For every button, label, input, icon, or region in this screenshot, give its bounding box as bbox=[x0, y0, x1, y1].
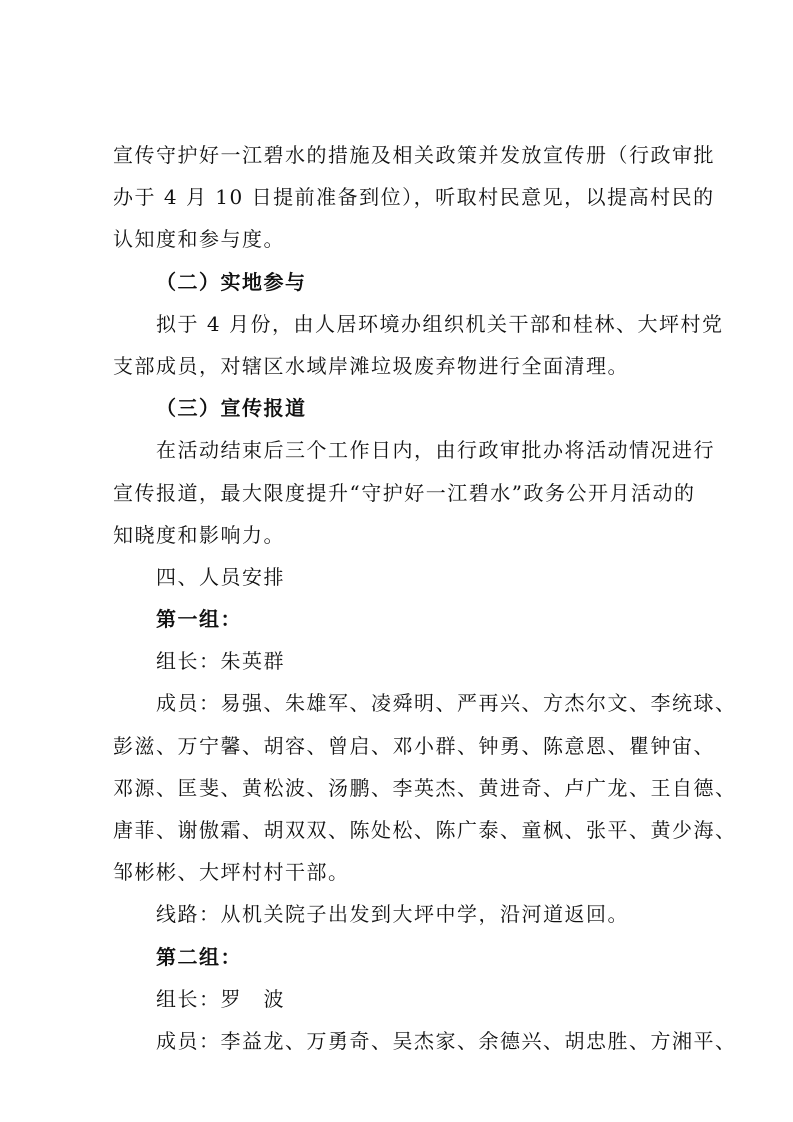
group-leader: 组长：朱英群 bbox=[156, 649, 285, 674]
section-heading: 四、人员安排 bbox=[156, 564, 285, 589]
member-list-line: 成员：易强、朱雄军、凌舜明、严再兴、方杰尔文、李统球、 bbox=[156, 691, 737, 716]
group-heading: 第二组： bbox=[156, 944, 242, 969]
section-heading: （三）宣传报道 bbox=[156, 396, 307, 421]
paragraph-line: 知晓度和影响力。 bbox=[113, 522, 285, 547]
route-line: 线路：从机关院子出发到大坪中学，沿河道返回。 bbox=[156, 902, 629, 927]
section-heading: （二）实地参与 bbox=[156, 269, 307, 294]
paragraph-line: 宣传报道，最大限度提升“守护好一江碧水”政务公开月活动的 bbox=[113, 480, 696, 505]
member-list-line: 彭滋、万宁馨、胡容、曾启、邓小群、钟勇、陈意恩、瞿钟宙、 bbox=[113, 733, 715, 758]
member-list-line: 唐菲、谢傲霜、胡双双、陈处松、陈广泰、童枫、张平、黄少海、 bbox=[113, 818, 737, 842]
paragraph-line: 拟于 4 月份，由人居环境办组织机关干部和桂林、大坪村党 bbox=[156, 311, 724, 336]
paragraph-line: 支部成员，对辖区水域岸滩垃圾废弃物进行全面清理。 bbox=[113, 353, 629, 378]
paragraph-line: 认知度和参与度。 bbox=[113, 227, 285, 252]
member-list-line: 邓源、匡斐、黄松波、汤鹏、李英杰、黄进奇、卢广龙、王自德、 bbox=[113, 775, 737, 800]
paragraph-line: 宣传守护好一江碧水的措施及相关政策并发放宣传册（行政审批 bbox=[113, 143, 715, 167]
paragraph-line: 在活动结束后三个工作日内，由行政审批办将活动情况进行 bbox=[156, 438, 715, 463]
group-heading: 第一组： bbox=[156, 607, 242, 632]
paragraph-line: 办于 4 月 10 日提前准备到位），听取村民意见，以提高村民的 bbox=[113, 185, 715, 210]
member-list-line: 邹彬彬、大坪村村干部。 bbox=[113, 860, 350, 885]
member-list-line: 成员：李益龙、万勇奇、吴杰家、余德兴、胡忠胜、方湘平、 bbox=[156, 1028, 737, 1053]
document-body bbox=[113, 134, 737, 1062]
group-leader: 组长：罗 波 bbox=[156, 986, 285, 1011]
